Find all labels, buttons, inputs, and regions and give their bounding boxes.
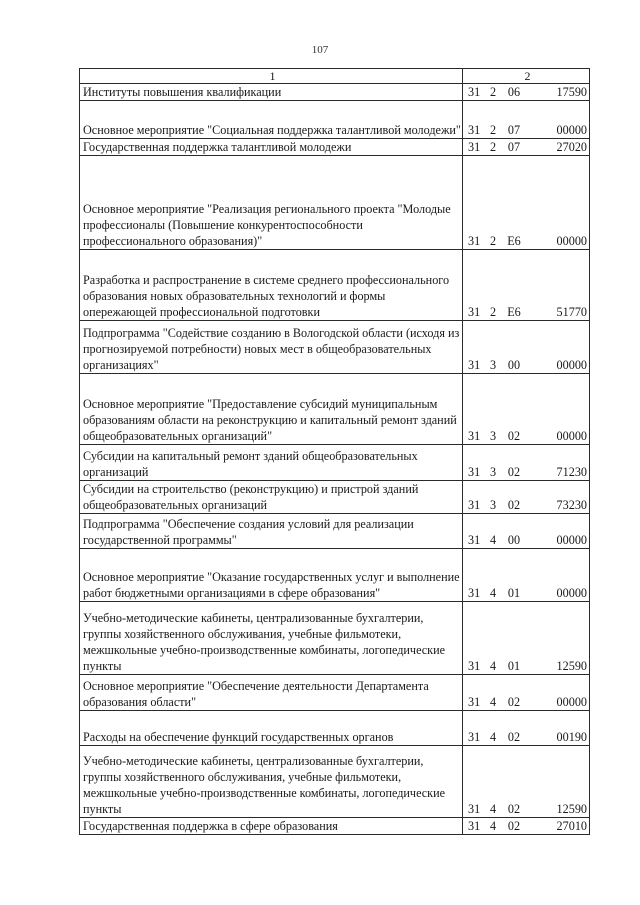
- program-code: 31: [468, 465, 481, 479]
- main-activity-code: 02: [507, 695, 521, 709]
- subprogram-code: 4: [489, 695, 497, 709]
- table-row: [80, 139, 590, 156]
- expense-item-name: Подпрограмма "Содействие созданию в Вологодской области (исходя из прогнозируемой потребности) новых мест в общеобразовательных организациях": [80, 321, 463, 374]
- expense-direction-code: 73230: [556, 498, 587, 512]
- subprogram-code: 2: [489, 305, 497, 319]
- table-row: [80, 514, 590, 549]
- subprogram-code: 2: [489, 123, 497, 137]
- subprogram-code: 3: [489, 498, 497, 512]
- target-article-code: [463, 481, 590, 514]
- table-row: [80, 549, 590, 602]
- table-row: [80, 250, 590, 321]
- main-activity-code: 02: [507, 498, 521, 512]
- program-code: 31: [468, 730, 481, 744]
- expense-direction-code: 27010: [556, 819, 587, 833]
- program-code: 31: [468, 123, 481, 137]
- expense-direction-code: 27020: [556, 140, 587, 154]
- main-activity-code: Е6: [507, 305, 521, 319]
- target-article-code: [463, 514, 590, 549]
- main-activity-code: 01: [507, 586, 521, 600]
- main-activity-code: 02: [507, 730, 521, 744]
- table-row: [80, 101, 590, 139]
- subprogram-code: 3: [489, 465, 497, 479]
- table-body: [80, 84, 590, 835]
- expense-direction-code: 00000: [556, 533, 587, 547]
- program-code: 31: [468, 498, 481, 512]
- table-row: [80, 321, 590, 374]
- main-activity-code: 02: [507, 819, 521, 833]
- expense-direction-code: 12590: [556, 802, 587, 816]
- program-code: 31: [468, 695, 481, 709]
- expense-item-name: Учебно-методические кабинеты, централизованные бухгалтерии, группы хозяйственного обслуживания, учебные фильмотеки, межшкольные учебно-производственные комбинаты, логопедические пункты: [80, 602, 463, 675]
- subprogram-code: 2: [489, 85, 497, 99]
- program-code: 31: [468, 85, 481, 99]
- main-activity-code: 07: [507, 140, 521, 154]
- program-code: 31: [468, 659, 481, 673]
- expense-direction-code: 00190: [556, 730, 587, 744]
- program-code: 31: [468, 819, 481, 833]
- expense-direction-code: 00000: [556, 358, 587, 372]
- target-article-code: [463, 746, 590, 818]
- expense-item-name: Субсидии на строительство (реконструкцию) и пристрой зданий общеобразовательных организаций: [80, 481, 463, 514]
- column-header-code: 2: [463, 69, 590, 84]
- target-article-code: [463, 156, 590, 250]
- program-code: 31: [468, 140, 481, 154]
- expense-item-name: Субсидии на капитальный ремонт зданий общеобразовательных организаций: [80, 445, 463, 481]
- expense-item-name: Основное мероприятие "Обеспечение деятельности Департамента образования области": [80, 675, 463, 711]
- target-article-code: [463, 101, 590, 139]
- expense-direction-code: 51770: [556, 305, 587, 319]
- subprogram-code: 3: [489, 429, 497, 443]
- table-row: [80, 481, 590, 514]
- expense-item-name: Институты повышения квалификации: [80, 84, 463, 101]
- target-article-code: [463, 549, 590, 602]
- subprogram-code: 2: [489, 140, 497, 154]
- expense-item-name: Основное мероприятие "Оказание государственных услуг и выполнение работ бюджетными организациями в сфере образования": [80, 549, 463, 602]
- subprogram-code: 4: [489, 586, 497, 600]
- program-code: 31: [468, 305, 481, 319]
- main-activity-code: 00: [507, 533, 521, 547]
- target-article-code: [463, 250, 590, 321]
- main-activity-code: 06: [507, 85, 521, 99]
- target-article-code: [463, 84, 590, 101]
- program-code: 31: [468, 802, 481, 816]
- column-header-name: 1: [80, 69, 463, 84]
- expense-item-name: Основное мероприятие "Социальная поддержка талантливой молодежи": [80, 101, 463, 139]
- table-row: [80, 445, 590, 481]
- target-article-code: [463, 711, 590, 746]
- subprogram-code: 3: [489, 358, 497, 372]
- target-article-code: [463, 374, 590, 445]
- table-row: [80, 711, 590, 746]
- expense-direction-code: 71230: [556, 465, 587, 479]
- program-code: 31: [468, 586, 481, 600]
- expense-direction-code: 00000: [556, 429, 587, 443]
- program-code: 31: [468, 429, 481, 443]
- subprogram-code: 4: [489, 659, 497, 673]
- expense-item-name: Государственная поддержка в сфере образования: [80, 818, 463, 835]
- main-activity-code: 01: [507, 659, 521, 673]
- subprogram-code: 4: [489, 802, 497, 816]
- table-row: [80, 746, 590, 818]
- main-activity-code: 00: [507, 358, 521, 372]
- expense-item-name: Расходы на обеспечение функций государственных органов: [80, 711, 463, 746]
- expense-direction-code: 17590: [556, 85, 587, 99]
- target-article-code: [463, 321, 590, 374]
- subprogram-code: 4: [489, 730, 497, 744]
- expense-direction-code: 00000: [556, 695, 587, 709]
- target-article-code: [463, 818, 590, 835]
- target-article-code: [463, 602, 590, 675]
- expense-item-name: Разработка и распространение в системе среднего профессионального образования новых образовательных технологий и формы опережающей профессиональной подготовки: [80, 250, 463, 321]
- table-row: [80, 602, 590, 675]
- expense-direction-code: 00000: [556, 586, 587, 600]
- expense-item-name: Подпрограмма "Обеспечение создания условий для реализации государственной программы": [80, 514, 463, 549]
- main-activity-code: 07: [507, 123, 521, 137]
- table-row: [80, 675, 590, 711]
- expense-direction-code: 12590: [556, 659, 587, 673]
- expense-item-name: Государственная поддержка талантливой молодежи: [80, 139, 463, 156]
- expense-direction-code: 00000: [556, 234, 587, 248]
- budget-classification-table: [79, 68, 590, 835]
- page-number: 107: [311, 44, 329, 56]
- table-row: [80, 156, 590, 250]
- main-activity-code: Е6: [507, 234, 521, 248]
- table-header-row: [80, 69, 590, 84]
- expense-item-name: Учебно-методические кабинеты, централизованные бухгалтерии, группы хозяйственного обслуживания, учебные фильмотеки, межшкольные учебно-производственные комбинаты, логопедические пункты: [80, 746, 463, 818]
- table-row: [80, 374, 590, 445]
- subprogram-code: 4: [489, 819, 497, 833]
- target-article-code: [463, 139, 590, 156]
- expense-item-name: Основное мероприятие "Реализация регионального проекта "Молодые профессионалы (Повышение конкурентоспособности профессионального образования)": [80, 156, 463, 250]
- main-activity-code: 02: [507, 802, 521, 816]
- program-code: 31: [468, 234, 481, 248]
- expense-direction-code: 00000: [556, 123, 587, 137]
- target-article-code: [463, 445, 590, 481]
- program-code: 31: [468, 533, 481, 547]
- table-row: [80, 818, 590, 835]
- main-activity-code: 02: [507, 465, 521, 479]
- table-row: [80, 84, 590, 101]
- subprogram-code: 2: [489, 234, 497, 248]
- expense-item-name: Основное мероприятие "Предоставление субсидий муниципальным образованиям области на реконструкцию и капитальный ремонт зданий общеобразовательных организаций": [80, 374, 463, 445]
- target-article-code: [463, 675, 590, 711]
- main-activity-code: 02: [507, 429, 521, 443]
- program-code: 31: [468, 358, 481, 372]
- subprogram-code: 4: [489, 533, 497, 547]
